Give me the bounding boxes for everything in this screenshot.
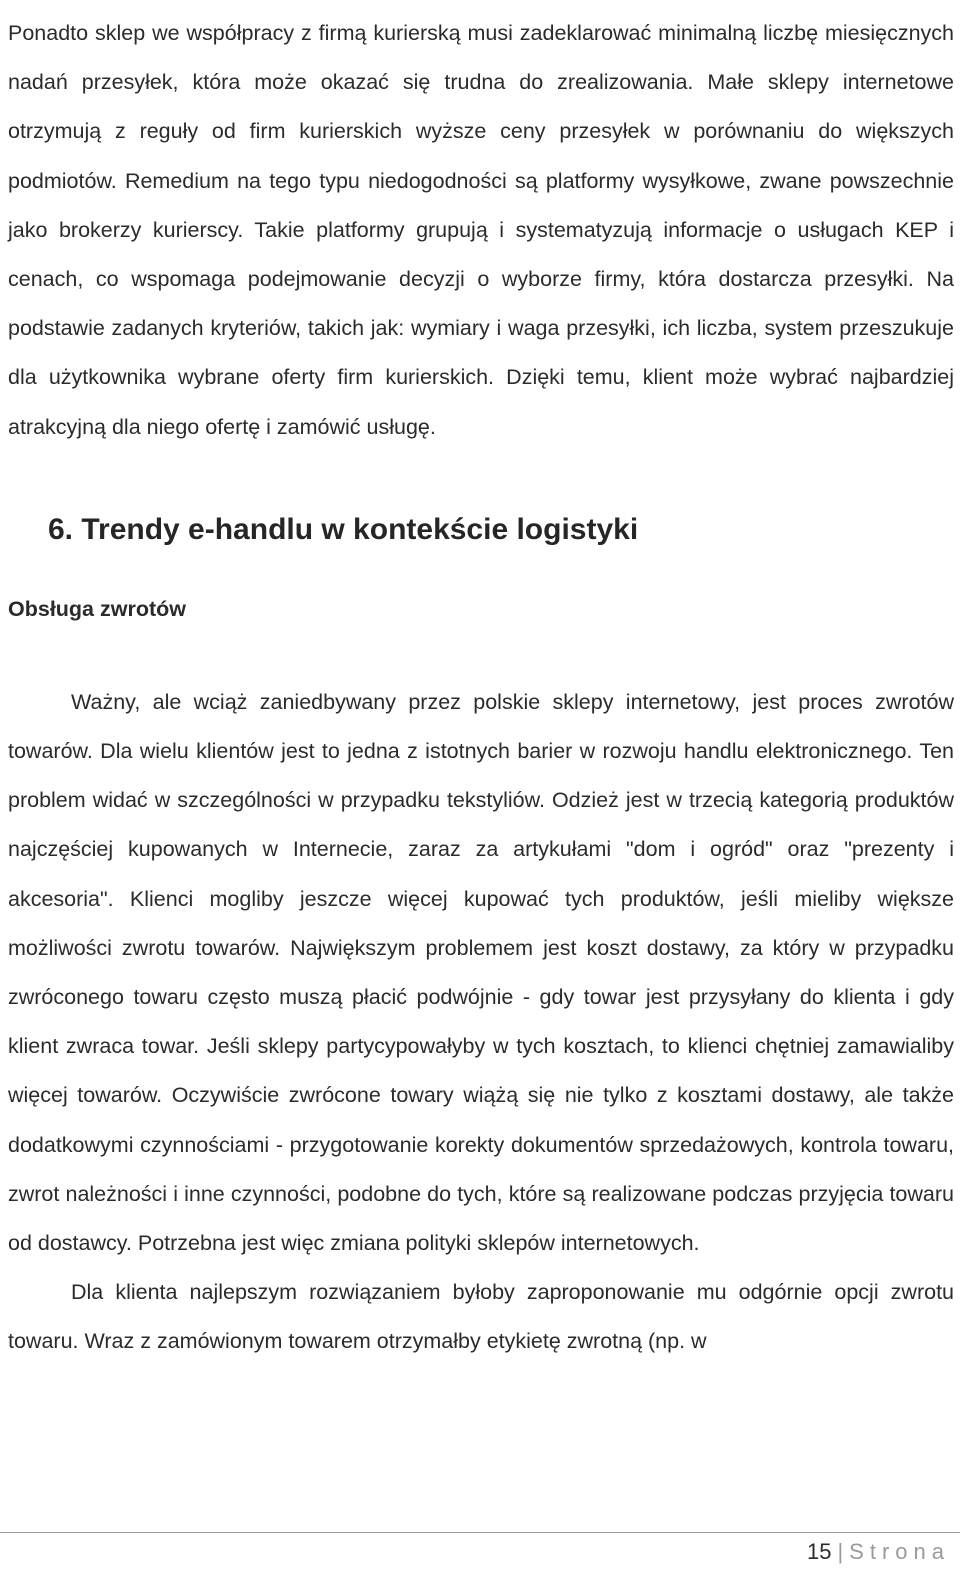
body-paragraph: Dla klienta najlepszym rozwiązaniem byłoby zaproponowanie mu odgórnie opcji zwrotu towaru. Wraz z zamówionym towarem otrzymałby etykietę zwrotną (np. w <box>8 1280 954 1354</box>
document-page <box>8 0 954 1367</box>
body-paragraph: Ponadto sklep we współpracy z firmą kurierską musi zadeklarować minimalną liczbę miesięcznych nadań przesyłek, która może okazać się trudna do zrealizowania. Małe sklepy internetowe otrzymują z reguły od firm kurierskich wyższe ceny przesyłek w porównaniu do większych podmiotów. Remedium na tego typu niedogodności są platformy wysyłkowe, zwane powszechnie jako brokerzy kurierscy. Takie platformy grupują i systematyzują informacje o usługach KEP i cenach, co wspomaga podejmowanie decyzji o wyborze firmy, która dostarcza przesyłki. Na podstawie zadanych kryteriów, takich jak: wymiary i waga przesyłki, ich liczba, system przeszukuje dla użytkownika wybrane oferty firm kurierskich. Dzięki temu, klient może wybrać najbardziej atrakcyjną dla niego ofertę i zamówić usługę. <box>8 21 954 439</box>
footer-divider <box>0 1532 960 1533</box>
page-footer <box>807 1537 950 1567</box>
page-number: 15 <box>806 1539 832 1564</box>
section-heading: 6. Trendy e-handlu w kontekście logistyki <box>48 512 639 546</box>
page-label: Strona <box>849 1539 950 1564</box>
subheading: Obsługa zwrotów <box>8 596 186 621</box>
footer-separator: | <box>837 1539 844 1564</box>
body-paragraph: Ważny, ale wciąż zaniedbywany przez polskie sklepy internetowy, jest proces zwrotów towarów. Dla wielu klientów jest to jedna z istotnych barier w rozwoju handlu elektronicznego. Ten problem widać w szczególności w przypadku tekstyliów. Odzież jest w trzecią kategorią produktów najczęściej kupowanych w Internecie, zaraz za artykułami "dom i ogród" oraz "prezenty i akcesoria". Klienci mogliby jeszcze więcej kupować tych produktów, jeśli mieliby większe możliwości zwrotu towarów. Największym problemem jest koszt dostawy, za który w przypadku zwróconego towaru często muszą płacić podwójnie - gdy towar jest przysyłany do klienta i gdy klient zwraca towar. Jeśli sklepy partycypowałyby w tych kosztach, to klienci chętniej zamawialiby więcej towarów. Oczywiście zwrócone towary wiążą się nie tylko z kosztami dostawy, ale także dodatkowymi czynnościami - przygotowanie korekty dokumentów sprzedażowych, kontrola towaru, zwrot należności i inne czynności, podobne do tych, które są realizowane podczas przyjęcia towaru od dostawcy. Potrzebna jest więc zmiana polityki sklepów internetowych. <box>8 689 954 1256</box>
